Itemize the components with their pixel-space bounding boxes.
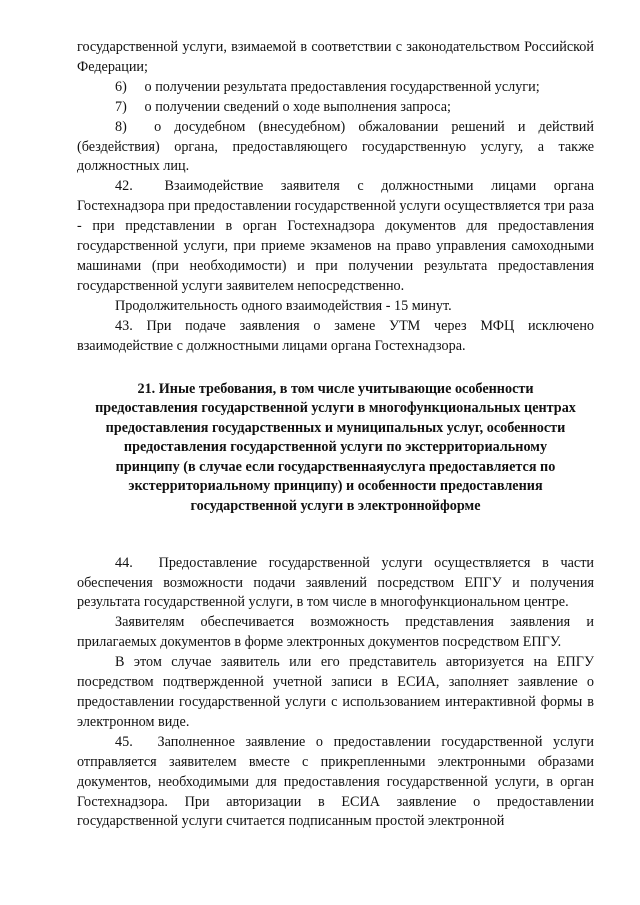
heading-line: предоставления государственной услуги по экстерриториальному [123,439,548,456]
list-item-7: 7) о получении сведений о ходе выполнения запроса; [115,98,451,115]
heading-line: предоставления государственной услуги в многофункциональных центрах [95,400,576,417]
paragraph-44: 44. Предоставление государственной услуги осуществляется в части обеспечения возможности подачи заявлений посредством ЕПГУ и получения результата государственной услуги, в том числе в многофункциональном центре. [77,554,594,611]
paragraph-42: 42. Взаимодействие заявителя с должностными лицами органа Гостехнадзора при предоставлении государственной услуги осуществляется три раза - при представлении в орган Гостехнадзора документов для предоставления государственной услуги, при приеме экзаменов на право управления самоходными машинами (при необходимости) и при получении результата предоставления государственной услуги заявителем непосредственно. [77,178,594,294]
heading-line: 21. Иные требования, в том числе учитывающие особенности [137,380,534,397]
paragraph-continuation: государственной услуги, взимаемой в соответствии с законодательством Российской Федерации; [77,39,594,75]
list-item-6: 6) о получении результата предоставления государственной услуги; [115,78,540,95]
paragraph-45: 45. Заполненное заявление о предоставлении государственной услуги отправляется заявителем вместе с прикрепленными электронными образами документов, необходимыми для предоставления государственной услуги, в орган Гостехнадзора. При авторизации в ЕСИА заявление о предоставлении государственной услуги считается подписанным простой электронной [77,733,594,830]
paragraph-authorization: В этом случае заявитель или его представитель авторизуется на ЕПГУ посредством подтвержденной учетной записи в ЕСИА, заполняет заявление о предоставлении государственной услуги с использованием интерактивной формы в электронном виде. [77,654,594,730]
paragraph-43: 43. При подаче заявления о замене УТМ через МФЦ исключено взаимодействие с должностными лицами органа Гостехнадзора. [77,317,594,354]
heading-line: государственной услуги в электроннойформе [190,498,481,515]
paragraph-duration: Продолжительность одного взаимодействия - 15 минут. [115,297,452,314]
heading-line: предоставления государственных и муниципальных услуг, особенности [105,419,566,436]
section-heading-21 [77,380,594,517]
heading-line: принципу (в случае если государственнаяуслуга предоставляется по [115,458,556,475]
paragraph-applicants: Заявителям обеспечивается возможность представления заявления и прилагаемых документов в форме электронных документов посредством ЕПГУ. [77,614,594,651]
heading-line: экстерриториальному принципу) и особенности предоставления [128,478,543,495]
list-item-8: 8) о досудебном (внесудебном) обжаловании решений и действий (бездействия) органа, предоставляющего государственную услугу, а также должностных лиц. [77,118,594,175]
